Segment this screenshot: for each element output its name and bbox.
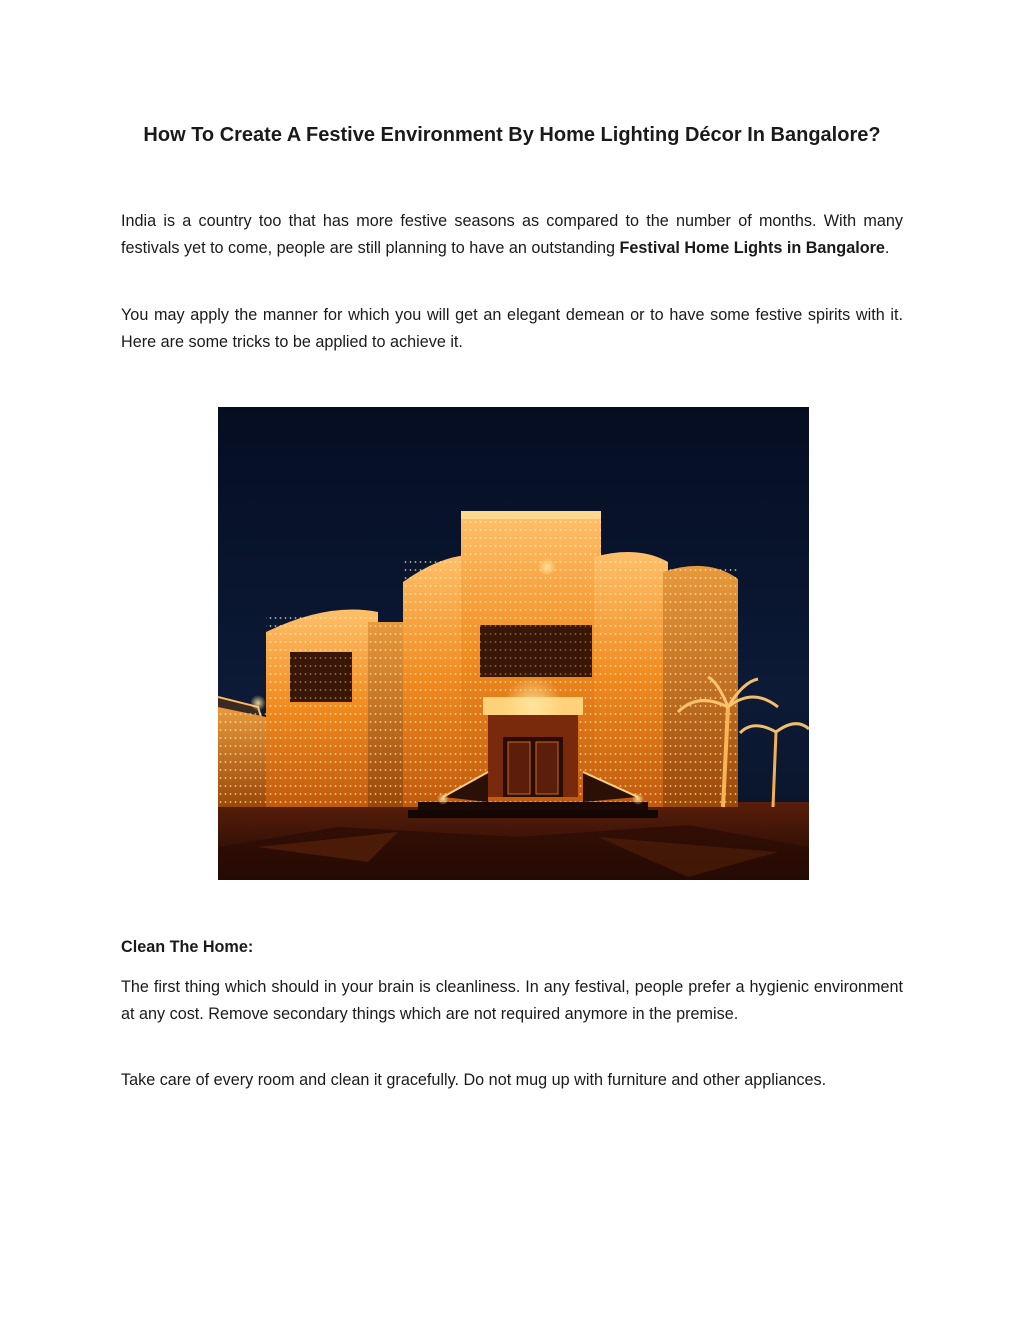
paragraph-tricks: You may apply the manner for which you will get an elegant demean or to have some festive spirits with it. Here are some tricks to be applied to achieve it. xyxy=(121,306,903,351)
intro-paragraph xyxy=(121,208,903,262)
festive-house-photo xyxy=(218,407,809,880)
intro-keyword-link: Festival Home Lights in Bangalore xyxy=(619,239,885,257)
intro-text-end: . xyxy=(884,239,890,257)
page-title: How To Create A Festive Environment By Home Lighting Décor In Bangalore? xyxy=(143,124,881,146)
paragraph-room-care: Take care of every room and clean it gracefully. Do not mug up with furniture and other appliances. xyxy=(121,1071,827,1089)
section-heading-clean-home: Clean The Home: xyxy=(121,938,254,956)
paragraph-cleanliness: The first thing which should in your brain is cleanliness. In any festival, people prefer a hygienic environment at any cost. Remove secondary things which are not required anymore in the premise. xyxy=(121,978,903,1023)
intro-text: India is a country too that has more festive seasons as compared to the number of months. With many festivals yet to come, people are still planning to have an outstanding xyxy=(121,212,903,257)
